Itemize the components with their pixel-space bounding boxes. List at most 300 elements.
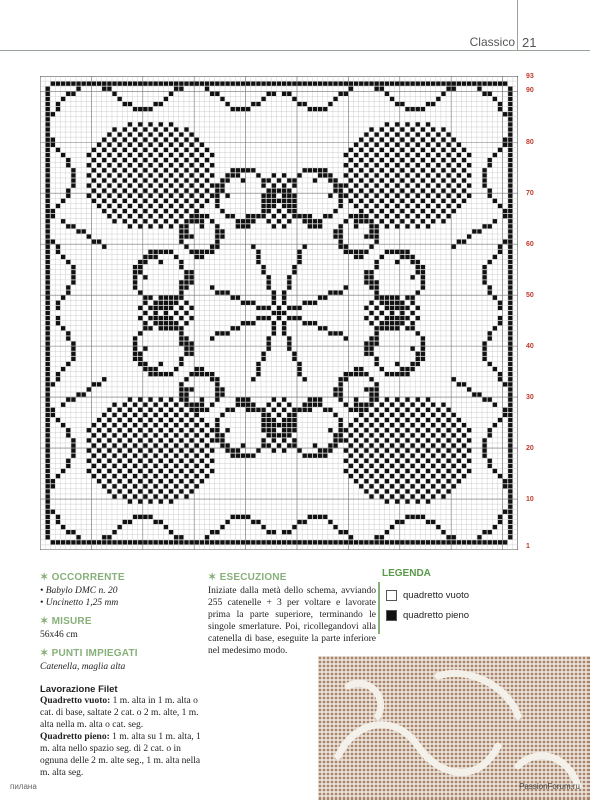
filled-square bbox=[380, 82, 384, 86]
filled-square bbox=[256, 372, 260, 376]
filled-square bbox=[71, 183, 75, 187]
filled-square bbox=[359, 464, 363, 468]
filled-square bbox=[287, 306, 291, 310]
filled-square bbox=[184, 270, 188, 274]
filled-square bbox=[508, 178, 512, 182]
filled-square bbox=[46, 347, 50, 351]
filled-square bbox=[410, 494, 414, 498]
filled-square bbox=[97, 82, 101, 86]
filled-square bbox=[210, 540, 214, 544]
filled-square bbox=[431, 127, 435, 131]
filled-square bbox=[159, 183, 163, 187]
filled-square bbox=[46, 234, 50, 238]
filled-square bbox=[169, 499, 173, 503]
filled-square bbox=[133, 189, 137, 193]
filled-square bbox=[349, 158, 353, 162]
filled-square bbox=[92, 454, 96, 458]
filled-square bbox=[272, 199, 276, 203]
filled-square bbox=[498, 306, 502, 310]
filled-square bbox=[374, 408, 378, 412]
filled-square bbox=[313, 540, 317, 544]
filled-square bbox=[416, 173, 420, 177]
filled-square bbox=[313, 82, 317, 86]
filled-square bbox=[390, 209, 394, 213]
filled-square bbox=[184, 377, 188, 381]
filled-square bbox=[416, 306, 420, 310]
filled-square bbox=[416, 260, 420, 264]
filled-square bbox=[349, 408, 353, 412]
filled-square bbox=[148, 82, 152, 86]
filled-square bbox=[200, 438, 204, 442]
filled-square bbox=[410, 255, 414, 259]
filled-square bbox=[374, 341, 378, 345]
filled-square bbox=[200, 418, 204, 422]
filled-square bbox=[457, 438, 461, 442]
filled-square bbox=[508, 474, 512, 478]
filled-square bbox=[200, 163, 204, 167]
filled-square bbox=[508, 499, 512, 503]
filled-square bbox=[46, 148, 50, 152]
filled-square bbox=[436, 143, 440, 147]
filled-square bbox=[102, 484, 106, 488]
filled-square bbox=[488, 433, 492, 437]
filled-square bbox=[354, 143, 358, 147]
filled-square bbox=[410, 127, 414, 131]
filled-square bbox=[143, 326, 147, 330]
filled-square bbox=[51, 209, 55, 213]
filled-square bbox=[215, 199, 219, 203]
filled-square bbox=[256, 173, 260, 177]
filled-square bbox=[66, 92, 70, 96]
filled-square bbox=[508, 341, 512, 345]
filled-square bbox=[364, 448, 368, 452]
filled-square bbox=[46, 209, 50, 213]
filled-square bbox=[354, 428, 358, 432]
filled-square bbox=[179, 535, 183, 539]
filled-square bbox=[364, 418, 368, 422]
filled-square bbox=[200, 255, 204, 259]
filled-square bbox=[205, 454, 209, 458]
filled-square bbox=[128, 398, 132, 402]
filled-square bbox=[282, 290, 286, 294]
filled-square bbox=[225, 428, 229, 432]
filled-square bbox=[148, 326, 152, 330]
filled-square bbox=[380, 464, 384, 468]
filled-square bbox=[287, 92, 291, 96]
filled-square bbox=[179, 82, 183, 86]
filled-square bbox=[107, 194, 111, 198]
filled-square bbox=[195, 403, 199, 407]
filled-square bbox=[205, 372, 209, 376]
filled-square bbox=[118, 214, 122, 218]
filled-square bbox=[364, 183, 368, 187]
filled-square bbox=[138, 448, 142, 452]
filled-square bbox=[148, 316, 152, 320]
filled-square bbox=[297, 362, 301, 366]
filled-square bbox=[508, 469, 512, 473]
filled-square bbox=[441, 127, 445, 131]
filled-square bbox=[488, 336, 492, 340]
filled-square bbox=[416, 143, 420, 147]
filled-square bbox=[143, 209, 147, 213]
filled-square bbox=[251, 245, 255, 249]
filled-square bbox=[292, 443, 296, 447]
filled-square bbox=[184, 229, 188, 233]
filled-square bbox=[452, 138, 456, 142]
filled-square bbox=[184, 398, 188, 402]
filled-square bbox=[400, 454, 404, 458]
filled-square bbox=[46, 189, 50, 193]
filled-square bbox=[112, 443, 116, 447]
filled-square bbox=[498, 377, 502, 381]
filled-square bbox=[508, 398, 512, 402]
filled-square bbox=[441, 189, 445, 193]
filled-square bbox=[169, 163, 173, 167]
filled-square bbox=[508, 418, 512, 422]
filled-square bbox=[184, 403, 188, 407]
filled-square bbox=[493, 82, 497, 86]
filled-square bbox=[344, 459, 348, 463]
filled-square bbox=[282, 189, 286, 193]
filled-square bbox=[112, 540, 116, 544]
filled-square bbox=[472, 82, 476, 86]
filled-square bbox=[225, 102, 229, 106]
filled-square bbox=[46, 97, 50, 101]
filled-square bbox=[267, 194, 271, 198]
filled-square bbox=[261, 438, 265, 442]
filled-square bbox=[292, 438, 296, 442]
filled-square bbox=[462, 82, 466, 86]
filled-square bbox=[446, 418, 450, 422]
filled-square bbox=[410, 326, 414, 330]
filled-square bbox=[179, 540, 183, 544]
filled-square bbox=[267, 540, 271, 544]
filled-square bbox=[333, 234, 337, 238]
filled-square bbox=[169, 224, 173, 228]
filled-square bbox=[292, 316, 296, 320]
filled-square bbox=[159, 306, 163, 310]
filled-square bbox=[159, 204, 163, 208]
filled-square bbox=[87, 387, 91, 391]
filled-square bbox=[174, 474, 178, 478]
filled-square bbox=[508, 331, 512, 335]
filled-square bbox=[56, 107, 60, 111]
filled-square bbox=[354, 408, 358, 412]
filled-square bbox=[369, 285, 373, 289]
filled-square bbox=[272, 418, 276, 422]
filled-square bbox=[56, 316, 60, 320]
filled-square bbox=[354, 255, 358, 259]
filled-square bbox=[318, 540, 322, 544]
filled-square bbox=[282, 199, 286, 203]
filled-square bbox=[174, 296, 178, 300]
filled-square bbox=[349, 540, 353, 544]
filled-square bbox=[385, 469, 389, 473]
filled-square bbox=[272, 82, 276, 86]
filled-square bbox=[308, 214, 312, 218]
filled-square bbox=[56, 82, 60, 86]
filled-square bbox=[364, 82, 368, 86]
filled-square bbox=[431, 178, 435, 182]
filled-square bbox=[446, 153, 450, 157]
filled-square bbox=[153, 250, 157, 254]
filled-square bbox=[303, 408, 307, 412]
filled-square bbox=[184, 443, 188, 447]
filled-square bbox=[385, 418, 389, 422]
filled-square bbox=[452, 535, 456, 539]
filled-square bbox=[482, 265, 486, 269]
quadretto-pieno-label: Quadretto pieno: bbox=[40, 732, 110, 742]
filled-square bbox=[236, 454, 240, 458]
filled-square bbox=[169, 459, 173, 463]
filled-square bbox=[184, 178, 188, 182]
filled-square bbox=[374, 382, 378, 386]
filled-square bbox=[133, 341, 137, 345]
filled-square bbox=[179, 296, 183, 300]
lavorazione-title: Lavorazione Filet bbox=[40, 684, 118, 695]
filled-square bbox=[102, 535, 106, 539]
filled-square bbox=[174, 82, 178, 86]
filled-square bbox=[400, 372, 404, 376]
filled-square bbox=[405, 306, 409, 310]
filled-square bbox=[421, 515, 425, 519]
filled-square bbox=[272, 408, 276, 412]
filled-square bbox=[46, 428, 50, 432]
filled-square bbox=[261, 265, 265, 269]
filled-square bbox=[225, 448, 229, 452]
filled-square bbox=[205, 464, 209, 468]
filled-square bbox=[400, 367, 404, 371]
filled-square bbox=[138, 316, 142, 320]
filled-square bbox=[282, 173, 286, 177]
filled-square bbox=[87, 469, 91, 473]
filled-square bbox=[488, 260, 492, 264]
filled-square bbox=[493, 97, 497, 101]
filled-square bbox=[318, 403, 322, 407]
filled-square bbox=[426, 398, 430, 402]
filled-square bbox=[390, 403, 394, 407]
filled-square bbox=[405, 499, 409, 503]
filled-square bbox=[292, 265, 296, 269]
filled-square bbox=[189, 143, 193, 147]
filled-square bbox=[410, 275, 414, 279]
filled-square bbox=[102, 178, 106, 182]
filled-square bbox=[133, 433, 137, 437]
filled-square bbox=[241, 168, 245, 172]
filled-square bbox=[261, 183, 265, 187]
filled-square bbox=[148, 122, 152, 126]
filled-square bbox=[225, 520, 229, 524]
filled-square bbox=[344, 173, 348, 177]
filled-square bbox=[277, 540, 281, 544]
filled-square bbox=[200, 428, 204, 432]
filled-square bbox=[369, 158, 373, 162]
filled-square bbox=[323, 540, 327, 544]
filled-square bbox=[400, 102, 404, 106]
filled-square bbox=[179, 382, 183, 386]
filled-square bbox=[410, 82, 414, 86]
filled-square bbox=[71, 352, 75, 356]
filled-square bbox=[441, 138, 445, 142]
filled-square bbox=[441, 443, 445, 447]
filled-square bbox=[426, 520, 430, 524]
filled-square bbox=[344, 82, 348, 86]
filled-square bbox=[205, 168, 209, 172]
filled-square bbox=[61, 469, 65, 473]
filled-square bbox=[441, 433, 445, 437]
filled-square bbox=[426, 448, 430, 452]
filled-square bbox=[313, 301, 317, 305]
filled-square bbox=[369, 311, 373, 315]
filled-square bbox=[426, 428, 430, 432]
filled-square bbox=[359, 250, 363, 254]
filled-square bbox=[374, 82, 378, 86]
filled-square bbox=[395, 301, 399, 305]
filled-square bbox=[184, 494, 188, 498]
filled-square bbox=[184, 387, 188, 391]
filled-square bbox=[189, 469, 193, 473]
filled-square bbox=[153, 403, 157, 407]
filled-square bbox=[354, 448, 358, 452]
filled-square bbox=[246, 219, 250, 223]
filled-square bbox=[508, 336, 512, 340]
filled-square bbox=[225, 214, 229, 218]
filled-square bbox=[189, 173, 193, 177]
filled-square bbox=[71, 357, 75, 361]
filled-square bbox=[488, 82, 492, 86]
filled-square bbox=[46, 408, 50, 412]
filled-square bbox=[292, 209, 296, 213]
filled-square bbox=[508, 505, 512, 509]
filled-square bbox=[66, 158, 70, 162]
filled-square bbox=[143, 321, 147, 325]
filled-square bbox=[205, 474, 209, 478]
filled-square bbox=[508, 382, 512, 386]
filled-square bbox=[51, 408, 55, 412]
filled-square bbox=[410, 423, 414, 427]
filled-square bbox=[416, 331, 420, 335]
filled-square bbox=[369, 178, 373, 182]
filled-square bbox=[133, 454, 137, 458]
filled-square bbox=[493, 296, 497, 300]
filled-square bbox=[159, 418, 163, 422]
filled-square bbox=[169, 448, 173, 452]
filled-square bbox=[508, 301, 512, 305]
filled-square bbox=[56, 148, 60, 152]
filled-square bbox=[261, 352, 265, 356]
filled-square bbox=[390, 454, 394, 458]
filled-square bbox=[400, 321, 404, 325]
filled-square bbox=[118, 204, 122, 208]
filled-square bbox=[118, 132, 122, 136]
filled-square bbox=[426, 194, 430, 198]
filled-square bbox=[210, 336, 214, 340]
legend-empty-label: quadretto vuoto bbox=[403, 590, 470, 602]
filled-square bbox=[452, 148, 456, 152]
filled-square bbox=[97, 448, 101, 452]
filled-square bbox=[179, 428, 183, 432]
filled-square bbox=[400, 423, 404, 427]
filled-square bbox=[246, 398, 250, 402]
filled-square bbox=[61, 255, 65, 259]
filled-square bbox=[118, 428, 122, 432]
filled-square bbox=[261, 178, 265, 182]
filled-square bbox=[385, 316, 389, 320]
filled-square bbox=[467, 234, 471, 238]
filled-square bbox=[431, 209, 435, 213]
filled-square bbox=[323, 515, 327, 519]
filled-square bbox=[179, 229, 183, 233]
filled-square bbox=[76, 82, 80, 86]
filled-square bbox=[87, 438, 91, 442]
filled-square bbox=[46, 290, 50, 294]
filled-square bbox=[133, 199, 137, 203]
filled-square bbox=[210, 173, 214, 177]
filled-square bbox=[261, 214, 265, 218]
filled-square bbox=[87, 153, 91, 157]
filled-square bbox=[195, 82, 199, 86]
filled-square bbox=[133, 515, 137, 519]
filled-square bbox=[46, 107, 50, 111]
filled-square bbox=[46, 372, 50, 376]
filled-square bbox=[174, 326, 178, 330]
filled-square bbox=[272, 321, 276, 325]
filled-square bbox=[195, 454, 199, 458]
filled-square bbox=[200, 479, 204, 483]
filled-square bbox=[179, 132, 183, 136]
filled-square bbox=[416, 362, 420, 366]
filled-square bbox=[46, 306, 50, 310]
filled-square bbox=[128, 204, 132, 208]
filled-square bbox=[416, 540, 420, 544]
legend-full-row bbox=[386, 610, 469, 621]
filled-square bbox=[133, 265, 137, 269]
filled-square bbox=[318, 515, 322, 519]
filled-square bbox=[200, 219, 204, 223]
occorrente-item-hook: Uncinetto 1,25 mm bbox=[45, 598, 119, 608]
row-label-30: 30 bbox=[526, 394, 534, 401]
filled-square bbox=[380, 168, 384, 172]
filled-square bbox=[359, 443, 363, 447]
filled-square bbox=[395, 143, 399, 147]
filled-square bbox=[508, 158, 512, 162]
filled-square bbox=[138, 306, 142, 310]
filled-square bbox=[189, 219, 193, 223]
filled-square bbox=[153, 301, 157, 305]
filled-square bbox=[405, 153, 409, 157]
filled-square bbox=[303, 321, 307, 325]
filled-square bbox=[339, 199, 343, 203]
filled-square bbox=[102, 148, 106, 152]
filled-square bbox=[297, 316, 301, 320]
occorrente-heading bbox=[40, 572, 205, 583]
filled-square bbox=[184, 245, 188, 249]
filled-square bbox=[195, 413, 199, 417]
filled-square bbox=[200, 183, 204, 187]
filled-square bbox=[457, 540, 461, 544]
filled-square bbox=[390, 158, 394, 162]
filled-square bbox=[390, 127, 394, 131]
filled-square bbox=[349, 433, 353, 437]
filled-square bbox=[436, 418, 440, 422]
filled-square bbox=[323, 408, 327, 412]
filled-square bbox=[133, 474, 137, 478]
filled-square bbox=[426, 204, 430, 208]
filled-square bbox=[508, 443, 512, 447]
filled-square bbox=[179, 316, 183, 320]
filled-square bbox=[51, 413, 55, 417]
filled-square bbox=[148, 183, 152, 187]
